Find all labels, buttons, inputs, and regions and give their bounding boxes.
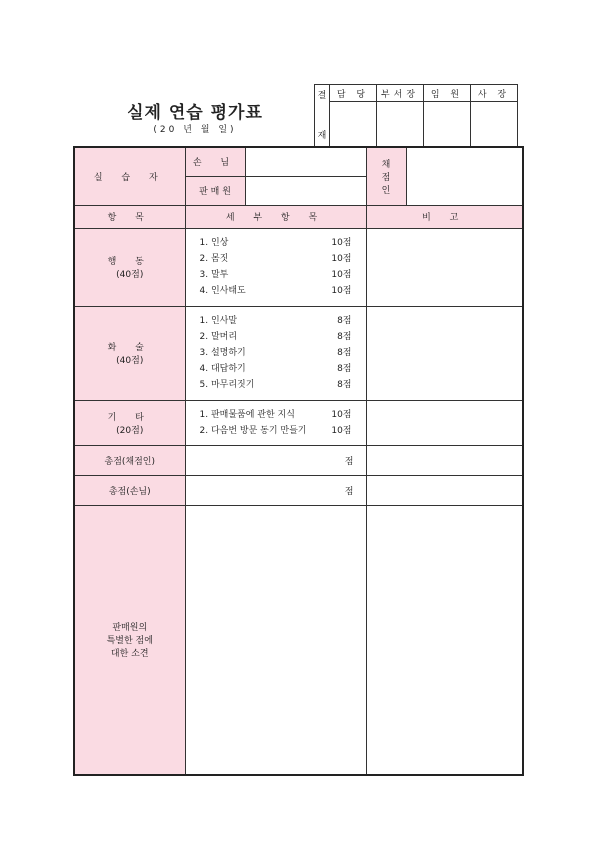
section-behavior-items xyxy=(185,228,366,306)
list-item: 1. 인상 10점 xyxy=(199,238,352,248)
approval-table xyxy=(314,84,518,147)
signature-box-executive[interactable] xyxy=(424,102,471,147)
list-item: 4. 인사태도 10점 xyxy=(199,286,352,296)
total-customer-label: 총점(손님) xyxy=(74,475,185,505)
grader-name-field[interactable] xyxy=(406,147,523,205)
list-item: 3. 말투 10점 xyxy=(199,270,352,280)
list-item: 4. 대답하기 8점 xyxy=(199,364,352,374)
total-grader-note[interactable] xyxy=(366,445,523,475)
approval-role-executive: 임 원 xyxy=(424,85,471,102)
col-header-note: 비 고 xyxy=(366,205,523,228)
approval-role-staff: 담 당 xyxy=(330,85,377,102)
seller-name-field[interactable] xyxy=(245,176,366,205)
signature-box-staff[interactable] xyxy=(330,102,377,147)
approval-role-president: 사 장 xyxy=(471,85,518,102)
total-customer-field[interactable]: 점 xyxy=(185,475,366,505)
total-customer-note[interactable] xyxy=(366,475,523,505)
section-speech-label: 화 술 (40점) xyxy=(74,306,185,400)
total-grader-label: 총점(채점인) xyxy=(74,445,185,475)
grader-label: 채 점 인 xyxy=(366,147,406,205)
list-item: 3. 설명하기 8점 xyxy=(199,348,352,358)
list-item: 1. 판매물품에 관한 지식 10점 xyxy=(199,409,352,420)
comment-label: 판매원의 특별한 점에 대한 소견 xyxy=(74,505,185,775)
trainee-label: 실 습 자 xyxy=(74,147,185,205)
comment-field[interactable] xyxy=(185,505,366,775)
approval-label: 결 재 xyxy=(315,85,330,147)
section-speech-note[interactable] xyxy=(366,306,523,400)
section-other-note[interactable] xyxy=(366,400,523,445)
comment-note-field[interactable] xyxy=(366,505,523,775)
section-other-label: 기 타 (20점) xyxy=(74,400,185,445)
col-header-detail: 세 부 항 목 xyxy=(185,205,366,228)
section-behavior-label: 행 동 (40점) xyxy=(74,228,185,306)
signature-box-president[interactable] xyxy=(471,102,518,147)
list-item: 2. 몸짓 10점 xyxy=(199,254,352,264)
approval-role-manager: 부서장 xyxy=(377,85,424,102)
col-header-item: 항 목 xyxy=(74,205,185,228)
section-behavior-note[interactable] xyxy=(366,228,523,306)
list-item: 5. 마무리짓기 8점 xyxy=(199,380,352,390)
section-other-items xyxy=(185,400,366,445)
total-grader-field[interactable]: 점 xyxy=(185,445,366,475)
section-speech-items xyxy=(185,306,366,400)
list-item: 2. 말머리 8점 xyxy=(199,332,352,342)
list-item: 2. 다음번 방문 동기 만들기 10점 xyxy=(199,425,352,436)
page-title: 실제 연습 평가표 xyxy=(127,103,263,123)
customer-label: 손 님 xyxy=(185,147,245,176)
customer-name-field[interactable] xyxy=(245,147,366,176)
date-line: (20 년 월 일) xyxy=(153,125,237,135)
list-item: 1. 인사말 8점 xyxy=(199,316,352,326)
signature-box-manager[interactable] xyxy=(377,102,424,147)
seller-label: 판 매 원 xyxy=(185,176,245,205)
evaluation-table xyxy=(73,146,524,776)
